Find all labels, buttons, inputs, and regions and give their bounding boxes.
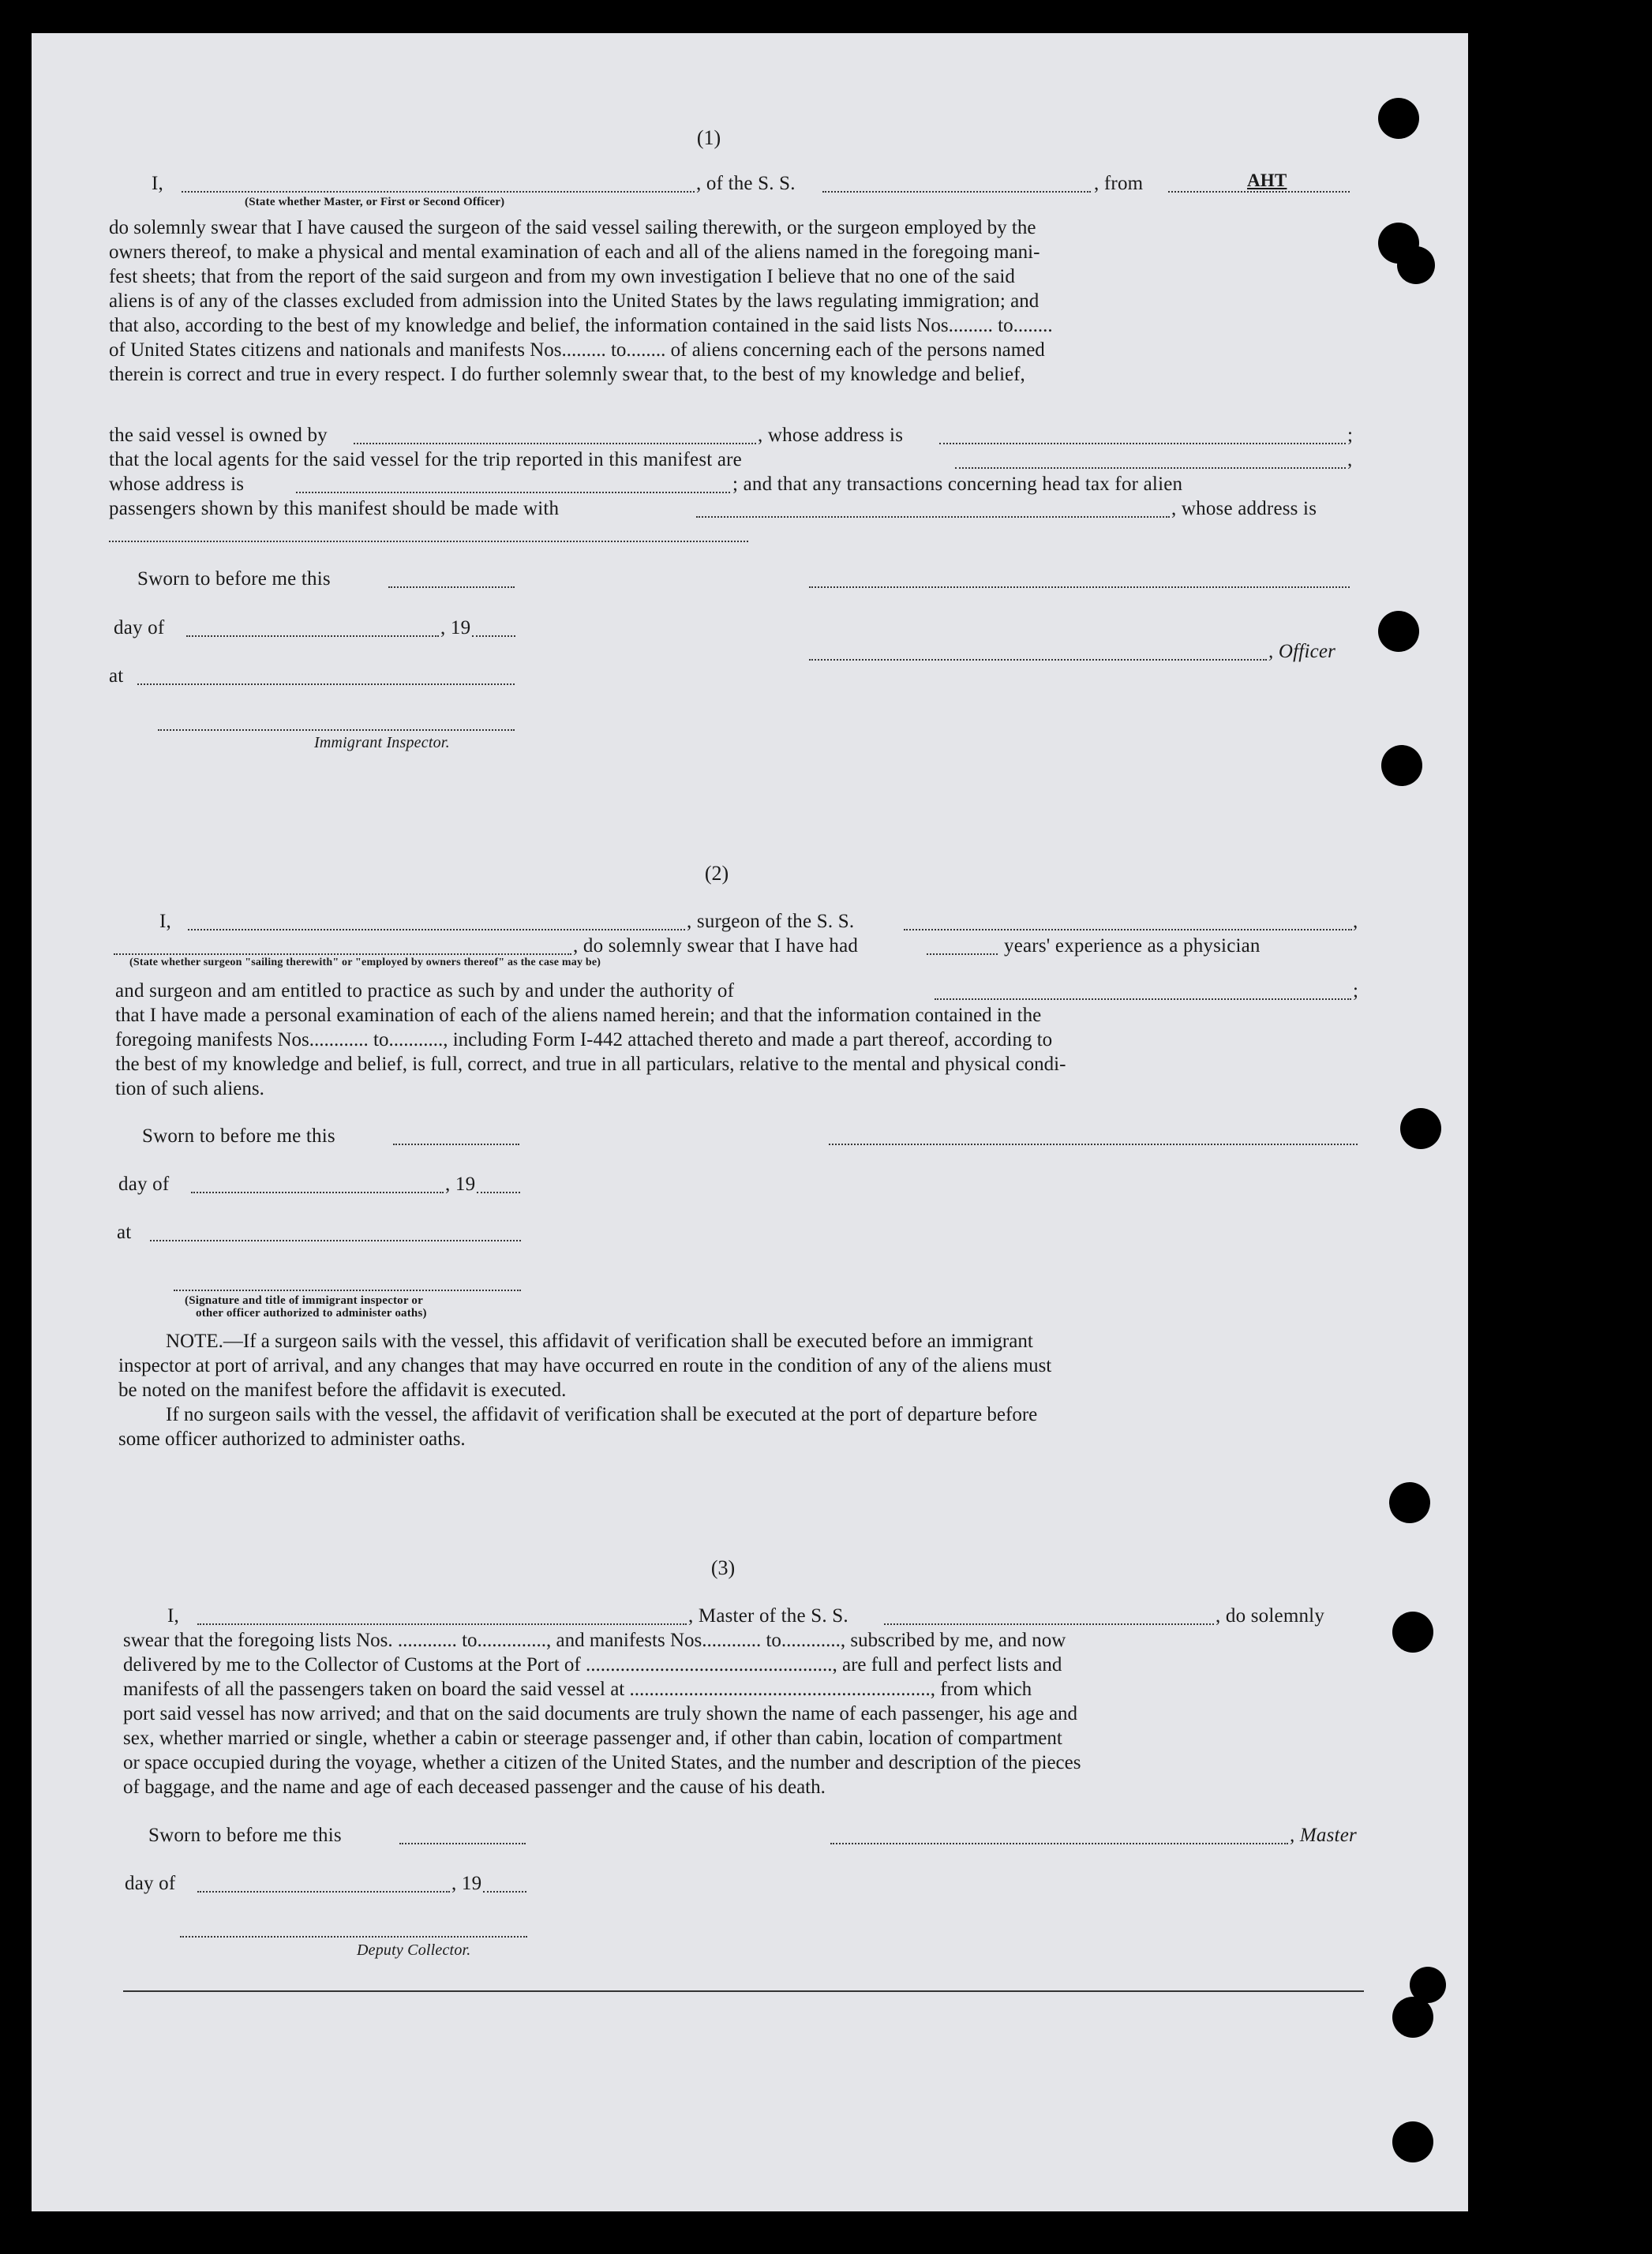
s2-type-blank (114, 953, 571, 955)
s1-address-blank (939, 443, 1346, 444)
s1-agent-address-blank (296, 492, 730, 493)
s3-body (123, 1628, 1364, 1799)
s2-note-line: NOTE.—If a surgeon sails with the vessel, this affidavit of verification shall be executed before an immigrant (166, 1331, 1033, 1352)
s1-body-line: do solemnly swear that I have caused the surgeon of the said vessel sailing therewith, or the surgeon employed by the (109, 217, 1036, 238)
s2-signature-blank (829, 1144, 1358, 1145)
s1-whose-address-is: whose address is (109, 474, 245, 495)
s3-ss-blank (884, 1623, 1214, 1625)
s2-sig-caption-1: (Signature and title of immigrant inspector or (185, 1294, 423, 1307)
s1-owned-by: the said vessel is owned by (109, 425, 328, 446)
section-1-number: (1) (696, 126, 721, 149)
s3-master-label: , Master of the S. S. (688, 1605, 848, 1627)
s1-at: at (109, 665, 124, 687)
s1-inspector: Immigrant Inspector. (314, 734, 450, 751)
s2-day-blank (191, 1192, 444, 1193)
s1-body-line: of United States citizens and nationals and manifests Nos......... to........ of aliens concerning each of the persons named (109, 339, 1045, 361)
s2-years-blank (927, 953, 998, 955)
s2-day-of: day of (118, 1174, 170, 1195)
s1-body-line: that also, according to the best of my knowledge and belief, the information contained in the said lists Nos......... to........ (109, 315, 1053, 336)
s3-day-blank (197, 1891, 450, 1893)
s1-officer-blank (182, 191, 695, 193)
section-3-number: (3) (710, 1556, 736, 1579)
s1-day-of: day of (114, 617, 165, 638)
s3-body-line: or space occupied during the voyage, whether a citizen of the United States, and the number and description of the pieces (123, 1752, 1081, 1773)
s2-inspector-blank (174, 1290, 521, 1291)
s2-note-label: NOTE. (166, 1331, 223, 1352)
s1-ss-blank (822, 191, 1091, 193)
s2-authority: and surgeon and am entitled to practice as such by and under the authority of (115, 980, 735, 1002)
s1-body-line: aliens is of any of the classes excluded from admission into the United States by the laws regulating immigration; and (109, 290, 1040, 312)
bottom-rule (123, 1990, 1364, 1992)
s2-comma: , (1353, 911, 1358, 932)
s1-year: , 19 (440, 617, 471, 638)
s2-semicolon: ; (1353, 980, 1359, 1002)
s3-swear: , do solemnly (1216, 1605, 1325, 1627)
s3-day-of: day of (125, 1873, 176, 1894)
s1-comma: , (1347, 449, 1353, 470)
s1-ss-label: , of the S. S. (696, 173, 796, 194)
s2-note-line: be noted on the manifest before the affidavit is executed. (118, 1380, 567, 1401)
s2-i: I, (159, 911, 171, 932)
s3-i: I, (167, 1605, 179, 1627)
s2-note-line: some officer authorized to administer oaths. (118, 1428, 466, 1450)
s1-body-line: owners thereof, to make a physical and mental examination of each and all of the aliens named in the foregoing mani- (109, 242, 1040, 263)
s2-authority-blank (935, 998, 1351, 1000)
s1-from-label: , from (1094, 173, 1144, 194)
s1-stamp: AHT (1247, 170, 1287, 190)
s2-surgeon-label: , surgeon of the S. S. (687, 911, 855, 932)
s1-caption: (State whether Master, or First or Second Officer) (245, 196, 505, 208)
s2-at-blank (150, 1240, 521, 1241)
s1-final-address-blank (109, 541, 748, 542)
punch-hole (1392, 1997, 1433, 2038)
s1-whose-address: , whose address is (758, 425, 904, 446)
s3-name-blank (197, 1623, 687, 1625)
s3-body-line: manifests of all the passengers taken on board the said vessel at ............................................................., from which (123, 1679, 1032, 1700)
s2-caption: (State whether surgeon "sailing therewith" or "employed by owners thereof" as the case may be) (129, 957, 601, 968)
section-2-number: (2) (704, 862, 729, 885)
s2-body-line: the best of my knowledge and belief, is full, correct, and true in all particulars, relative to the mental and physical condi- (115, 1054, 1066, 1075)
s3-deputy: Deputy Collector. (357, 1941, 471, 1959)
s2-body (115, 1003, 1359, 1101)
s1-passengers: passengers shown by this manifest should be made with (109, 498, 560, 519)
s1-officer-sign-blank (809, 659, 1267, 661)
s2-sig-caption-2: other officer authorized to administer oaths) (196, 1307, 427, 1320)
s3-body-line: of baggage, and the name and age of each deceased passenger and the cause of his death. (123, 1777, 826, 1798)
s3-year-blank (483, 1891, 526, 1893)
s1-year-blank (472, 635, 515, 637)
s2-at: at (117, 1222, 132, 1243)
punch-hole (1378, 611, 1419, 652)
s3-year: , 19 (451, 1873, 482, 1894)
s3-master-sign-blank (830, 1843, 1288, 1844)
s2-note-line: If no surgeon sails with the vessel, the affidavit of verification shall be executed at the port of departure before (166, 1404, 1038, 1425)
s2-name-blank (188, 929, 685, 930)
s1-semicolon: ; (1347, 425, 1354, 446)
s2-sworn: Sworn to before me this (142, 1125, 335, 1147)
s3-body-line: delivered by me to the Collector of Customs at the Port of .................................................., are full and perfect lists and (123, 1654, 1062, 1676)
s2-swear: , do solemnly swear that I have had (573, 935, 859, 957)
s3-master: , Master (1290, 1825, 1357, 1846)
s2-ss-blank (904, 929, 1352, 930)
s1-body-line: therein is correct and true in every respect. I do further solemnly swear that, to the best of my knowledge and belief, (109, 364, 1025, 385)
s1-from-blank (1168, 191, 1350, 193)
s1-at-blank (137, 683, 515, 685)
punch-hole (1392, 1612, 1433, 1653)
s1-sworn-blank (388, 586, 515, 588)
punch-hole (1378, 98, 1419, 139)
s1-head-tax: ; and that any transactions concerning head tax for alien (732, 474, 1183, 495)
punch-hole (1397, 246, 1435, 284)
s1-inspector-blank (158, 729, 515, 731)
punch-hole (1381, 745, 1422, 786)
s2-body-line: that I have made a personal examination of each of the aliens named herein; and that the information contained in the (115, 1005, 1042, 1026)
s1-whose-address-end: , whose address is (1171, 498, 1317, 519)
s3-sworn-blank (399, 1843, 526, 1844)
s3-body-line: sex, whether married or single, whether a cabin or steerage passenger and, if other than cabin, location of compartment (123, 1728, 1062, 1749)
s2-year: , 19 (445, 1174, 476, 1195)
s2-year-blank (477, 1192, 520, 1193)
s1-i: I, (152, 173, 163, 194)
document-page (32, 33, 1468, 2211)
s1-owner-blank (354, 443, 756, 444)
s3-body-line: swear that the foregoing lists Nos. ............ to.............., and manifests Nos............ to............, subscribed by me, and now (123, 1630, 1066, 1651)
s1-officer: , Officer (1268, 641, 1336, 662)
s2-sworn-blank (393, 1144, 519, 1145)
s1-signature-blank (809, 586, 1350, 588)
punch-hole (1400, 1108, 1441, 1149)
s2-note-line: inspector at port of arrival, and any changes that may have occurred en route in the condition of any of the aliens must (118, 1355, 1052, 1376)
s1-agents-blank (955, 467, 1346, 469)
s1-transactions-blank (696, 516, 1170, 518)
punch-hole (1392, 2121, 1433, 2162)
s1-local-agents: that the local agents for the said vessel for the trip reported in this manifest are (109, 449, 742, 470)
s3-deputy-blank (180, 1936, 527, 1938)
s1-body (109, 215, 1351, 387)
punch-hole (1389, 1482, 1430, 1523)
s1-day-blank (186, 635, 439, 637)
s1-body-line: fest sheets; that from the report of the said surgeon and from my own investigation I believe that no one of the said (109, 266, 1015, 287)
s2-body-line: foregoing manifests Nos............ to..........., including Form I-442 attached thereto and made a part thereof, according to (115, 1029, 1053, 1050)
s2-years: years' experience as a physician (1004, 935, 1261, 957)
s2-body-line: tion of such aliens. (115, 1078, 264, 1099)
s1-sworn: Sworn to before me this (137, 568, 331, 590)
s2-note (118, 1329, 1362, 1451)
s3-sworn: Sworn to before me this (148, 1825, 342, 1846)
s3-body-line: port said vessel has now arrived; and that on the said documents are truly shown the name of each passenger, his age and (123, 1703, 1078, 1724)
